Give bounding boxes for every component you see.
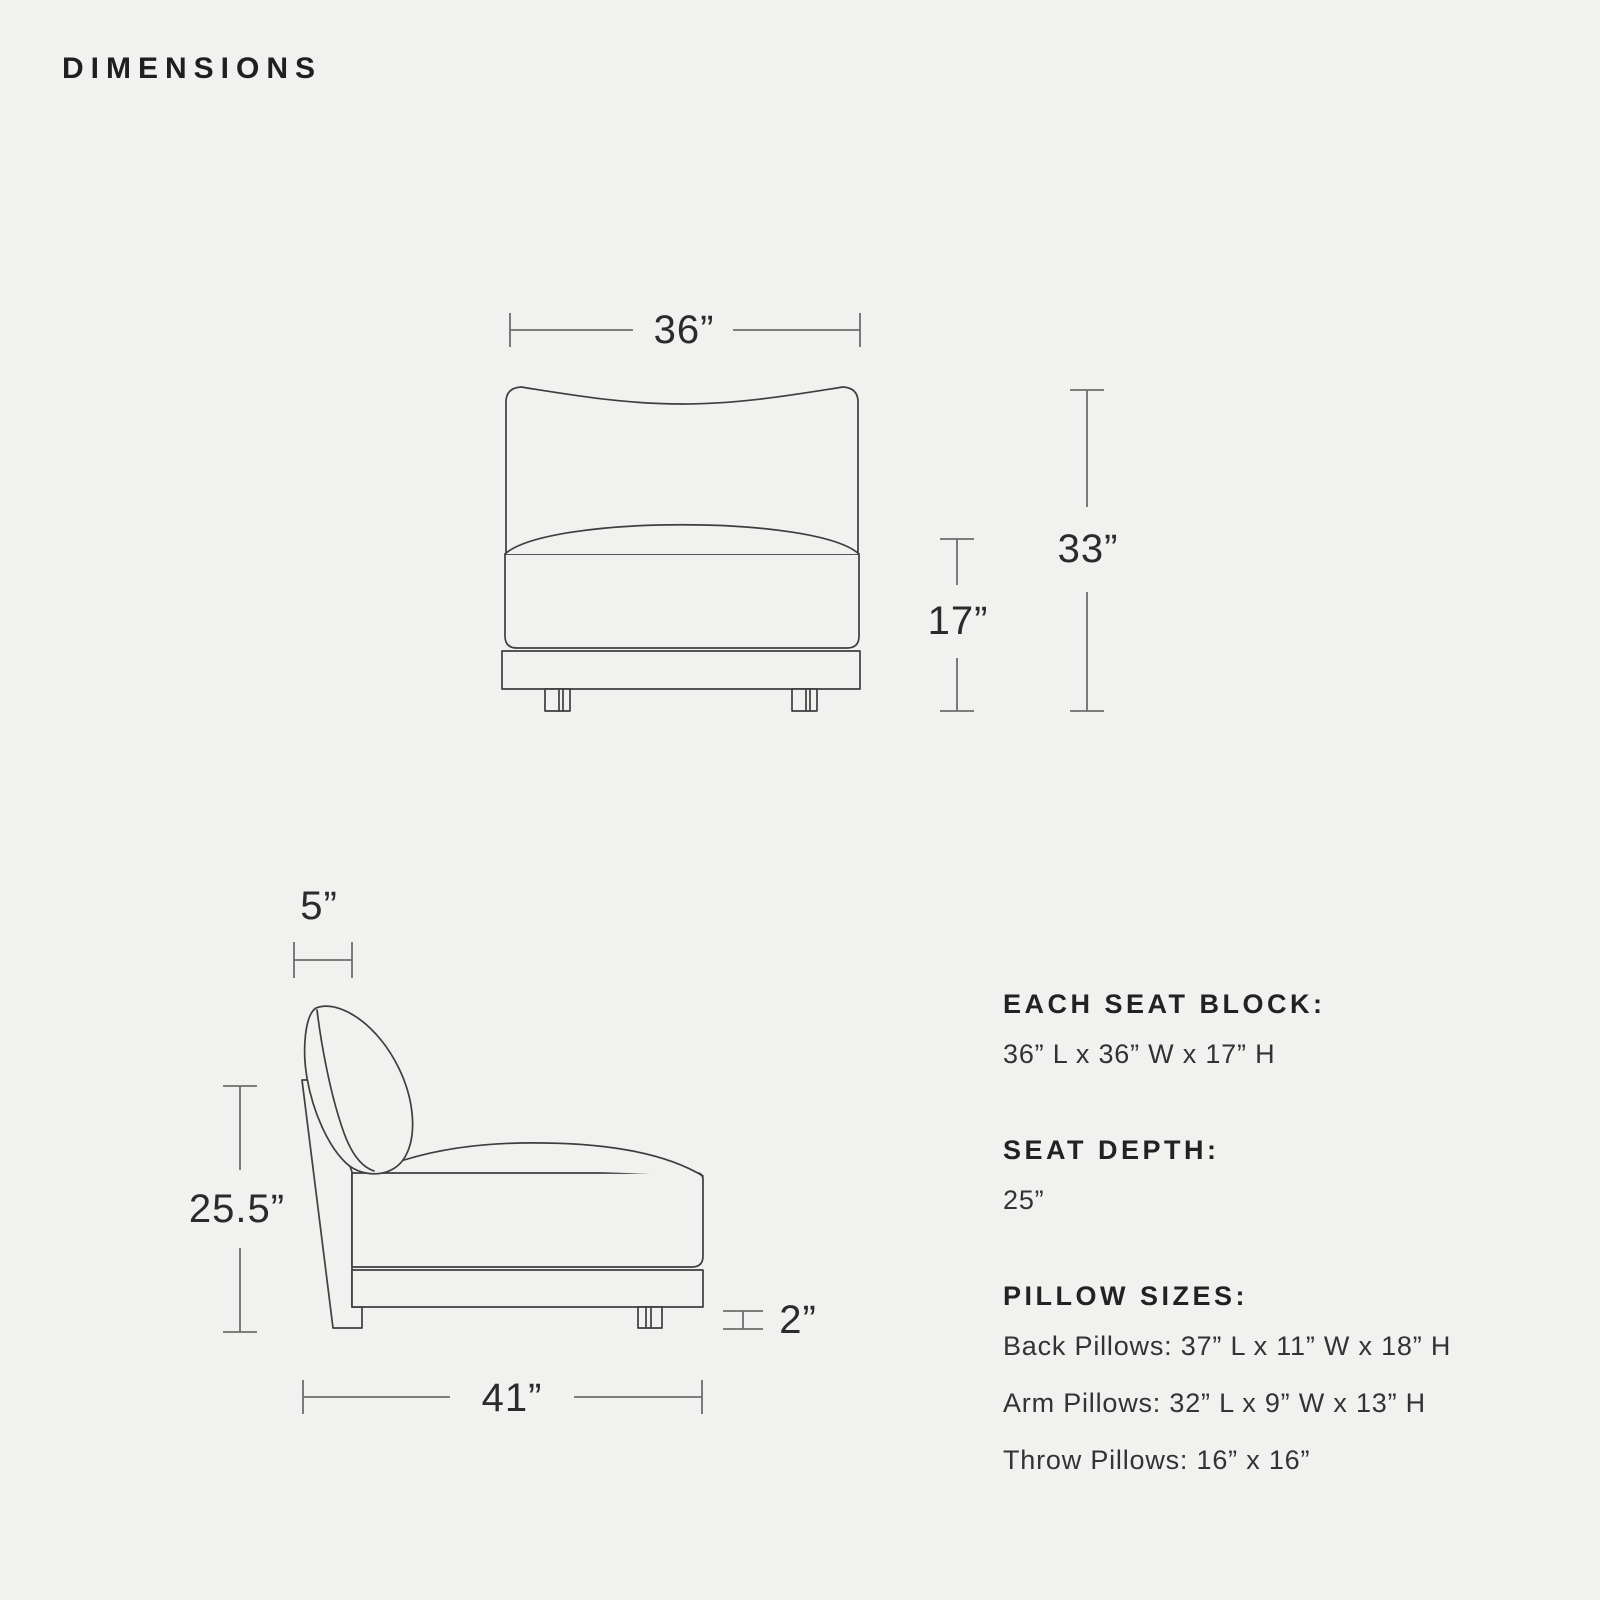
front-width-label: 36” <box>653 308 715 352</box>
side-back-pillow-depth-label: 5” <box>300 884 338 928</box>
side-back-height-label: 25.5” <box>188 1187 286 1231</box>
spec-seat-depth <box>1003 1130 1523 1220</box>
page-title: DIMENSIONS <box>62 52 323 85</box>
spec-pillow-sizes <box>1003 1276 1523 1480</box>
front-foot-right <box>792 689 817 711</box>
front-view <box>502 387 860 711</box>
front-seat-height-label: 17” <box>927 599 989 643</box>
spec-seat-depth-value: 25” <box>1003 1185 1045 1215</box>
front-seat-box <box>505 554 859 648</box>
front-base <box>502 651 860 689</box>
front-foot-left <box>545 689 570 711</box>
dim-line-leg-height-2 <box>723 1311 763 1329</box>
spec-seat-block-value: 36” L x 36” W x 17” H <box>1003 1039 1276 1069</box>
side-leg-height-label: 2” <box>779 1298 817 1342</box>
dim-line-back-depth-5 <box>294 942 352 978</box>
side-overall-depth-label: 41” <box>481 1376 543 1420</box>
spec-back-pillows: Back Pillows: 37” L x 11” W x 18” H <box>1003 1331 1452 1361</box>
spec-seat-depth-heading: SEAT DEPTH: <box>1003 1135 1220 1165</box>
side-base-rail <box>352 1270 703 1307</box>
spec-pillow-sizes-heading: PILLOW SIZES: <box>1003 1281 1248 1311</box>
specs-column <box>1003 984 1523 1536</box>
side-seat-cushion <box>392 1143 703 1176</box>
spec-seat-block <box>1003 984 1523 1074</box>
spec-seat-block-heading: EACH SEAT BLOCK: <box>1003 989 1326 1019</box>
spec-arm-pillows: Arm Pillows: 32” L x 9” W x 13” H <box>1003 1388 1426 1418</box>
spec-throw-pillows: Throw Pillows: 16” x 16” <box>1003 1445 1311 1475</box>
side-view <box>302 1006 703 1328</box>
front-overall-height-label: 33” <box>1057 527 1119 571</box>
side-seat-box <box>352 1173 703 1267</box>
side-foot <box>638 1307 662 1328</box>
